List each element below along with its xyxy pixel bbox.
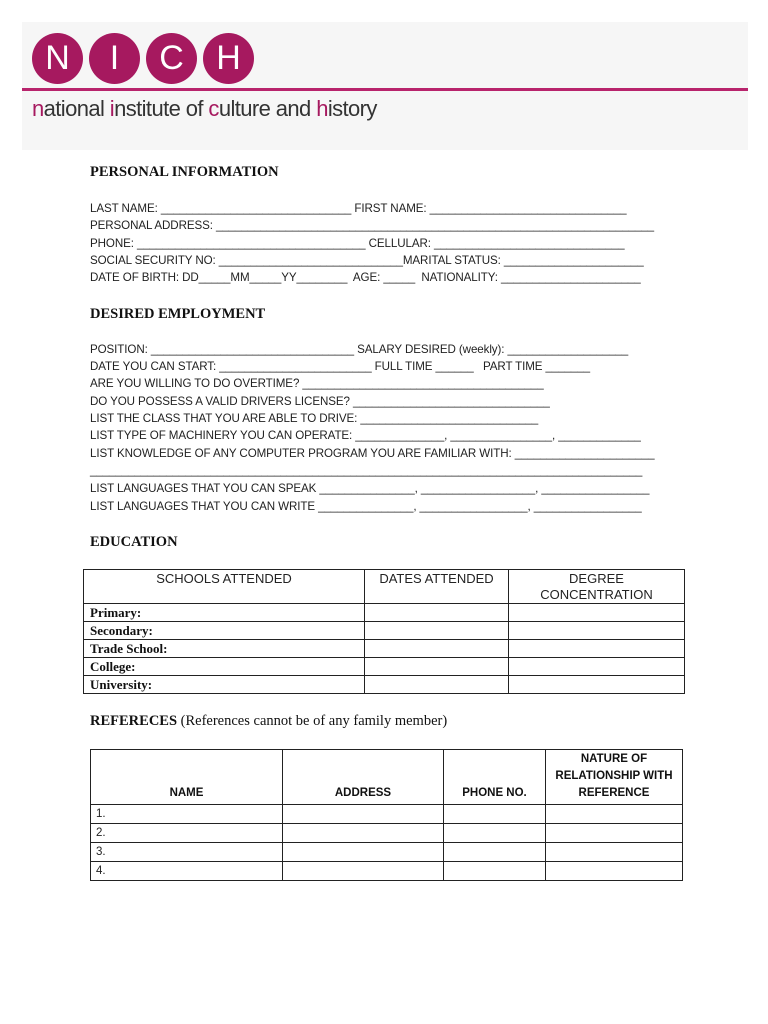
table-row: [91, 862, 683, 881]
table-row: [84, 640, 685, 658]
degree-cell[interactable]: [509, 622, 685, 640]
logo-divider: [22, 88, 748, 91]
position-salary-field[interactable]: POSITION: ________________________________ SALARY DESIRED (weekly): ___________________: [90, 343, 629, 356]
address-cell[interactable]: [283, 843, 444, 862]
last-first-name-field[interactable]: LAST NAME: ______________________________ FIRST NAME: _______________________________: [90, 202, 627, 215]
table-row: [91, 805, 683, 824]
ssn-marital-field[interactable]: SOCIAL SECURITY NO: _____________________________MARITAL STATUS: ______________________: [90, 254, 644, 267]
row-label: Trade School:: [84, 640, 365, 658]
col-phone: PHONE NO.: [444, 750, 546, 805]
phone-cell[interactable]: [444, 824, 546, 843]
address-cell[interactable]: [283, 824, 444, 843]
address-cell[interactable]: [283, 805, 444, 824]
dates-cell[interactable]: [365, 640, 509, 658]
table-row: [84, 658, 685, 676]
logo-letter-i: I: [89, 33, 140, 84]
row-label: University:: [84, 676, 365, 694]
degree-cell[interactable]: [509, 658, 685, 676]
machinery-field[interactable]: LIST TYPE OF MACHINERY YOU CAN OPERATE: ______________, ________________, _____________: [90, 429, 641, 442]
start-date-field[interactable]: DATE YOU CAN START: ________________________ FULL TIME ______ PART TIME _______: [90, 360, 590, 373]
references-heading: REFERECES (References cannot be of any family member): [90, 713, 448, 729]
phone-cell[interactable]: [444, 843, 546, 862]
phone-cell[interactable]: [444, 862, 546, 881]
personal-address-field[interactable]: PERSONAL ADDRESS: _____________________________________________________________________: [90, 219, 654, 232]
dates-cell[interactable]: [365, 658, 509, 676]
row-label: Primary:: [84, 604, 365, 622]
references-note: (References cannot be of any family member): [177, 713, 448, 729]
col-dates-attended: DATES ATTENDED: [365, 570, 509, 604]
driving-class-field[interactable]: LIST THE CLASS THAT YOU ARE ABLE TO DRIVE: ____________________________: [90, 412, 539, 425]
nich-logo: [32, 33, 254, 85]
table-row: [84, 622, 685, 640]
education-table: [83, 569, 685, 694]
relationship-cell[interactable]: [546, 824, 683, 843]
col-schools-attended: SCHOOLS ATTENDED: [84, 570, 365, 604]
languages-speak-field[interactable]: LIST LANGUAGES THAT YOU CAN SPEAK _______________, __________________, _________________: [90, 482, 650, 495]
phone-cell[interactable]: [444, 805, 546, 824]
languages-write-field[interactable]: LIST LANGUAGES THAT YOU CAN WRITE _______________, _________________, _________________: [90, 500, 642, 513]
row-number: 2.: [91, 824, 283, 843]
degree-cell[interactable]: [509, 604, 685, 622]
dates-cell[interactable]: [365, 622, 509, 640]
col-degree-concentration: DEGREE CONCENTRATION: [509, 570, 685, 604]
drivers-license-field[interactable]: DO YOU POSSESS A VALID DRIVERS LICENSE? _______________________________: [90, 395, 550, 408]
row-label: Secondary:: [84, 622, 365, 640]
degree-cell[interactable]: [509, 640, 685, 658]
table-row: [91, 843, 683, 862]
logo-letter-h: H: [203, 33, 254, 84]
references-table: [90, 749, 683, 881]
computer-program-field[interactable]: LIST KNOWLEDGE OF ANY COMPUTER PROGRAM YOU ARE FAMILIAR WITH: ______________________: [90, 447, 655, 460]
education-heading: EDUCATION: [90, 534, 178, 550]
table-row: [91, 824, 683, 843]
phone-cellular-field[interactable]: PHONE: ____________________________________ CELLULAR: ______________________________: [90, 237, 625, 250]
col-relationship: NATURE OF RELATIONSHIP WITH REFERENCE: [546, 750, 683, 805]
col-address: ADDRESS: [283, 750, 444, 805]
dob-age-nationality-field[interactable]: DATE OF BIRTH: DD_____MM_____YY________ AGE: _____ NATIONALITY: ______________________: [90, 271, 641, 284]
table-row: [84, 604, 685, 622]
institute-tagline: national institute of culture and history: [32, 96, 377, 121]
relationship-cell[interactable]: [546, 805, 683, 824]
relationship-cell[interactable]: [546, 862, 683, 881]
row-number: 1.: [91, 805, 283, 824]
dates-cell[interactable]: [365, 676, 509, 694]
row-number: 4.: [91, 862, 283, 881]
table-row: [84, 676, 685, 694]
computer-program-continuation[interactable]: _______________________________________________________________________________________: [90, 464, 643, 477]
logo-letter-c: C: [146, 33, 197, 84]
row-label: College:: [84, 658, 365, 676]
row-number: 3.: [91, 843, 283, 862]
address-cell[interactable]: [283, 862, 444, 881]
degree-cell[interactable]: [509, 676, 685, 694]
personal-info-heading: PERSONAL INFORMATION: [90, 164, 279, 180]
relationship-cell[interactable]: [546, 843, 683, 862]
dates-cell[interactable]: [365, 604, 509, 622]
col-name: NAME: [91, 750, 283, 805]
desired-employment-heading: DESIRED EMPLOYMENT: [90, 306, 266, 322]
overtime-field[interactable]: ARE YOU WILLING TO DO OVERTIME? ______________________________________: [90, 377, 544, 390]
logo-letter-n: N: [32, 33, 83, 84]
